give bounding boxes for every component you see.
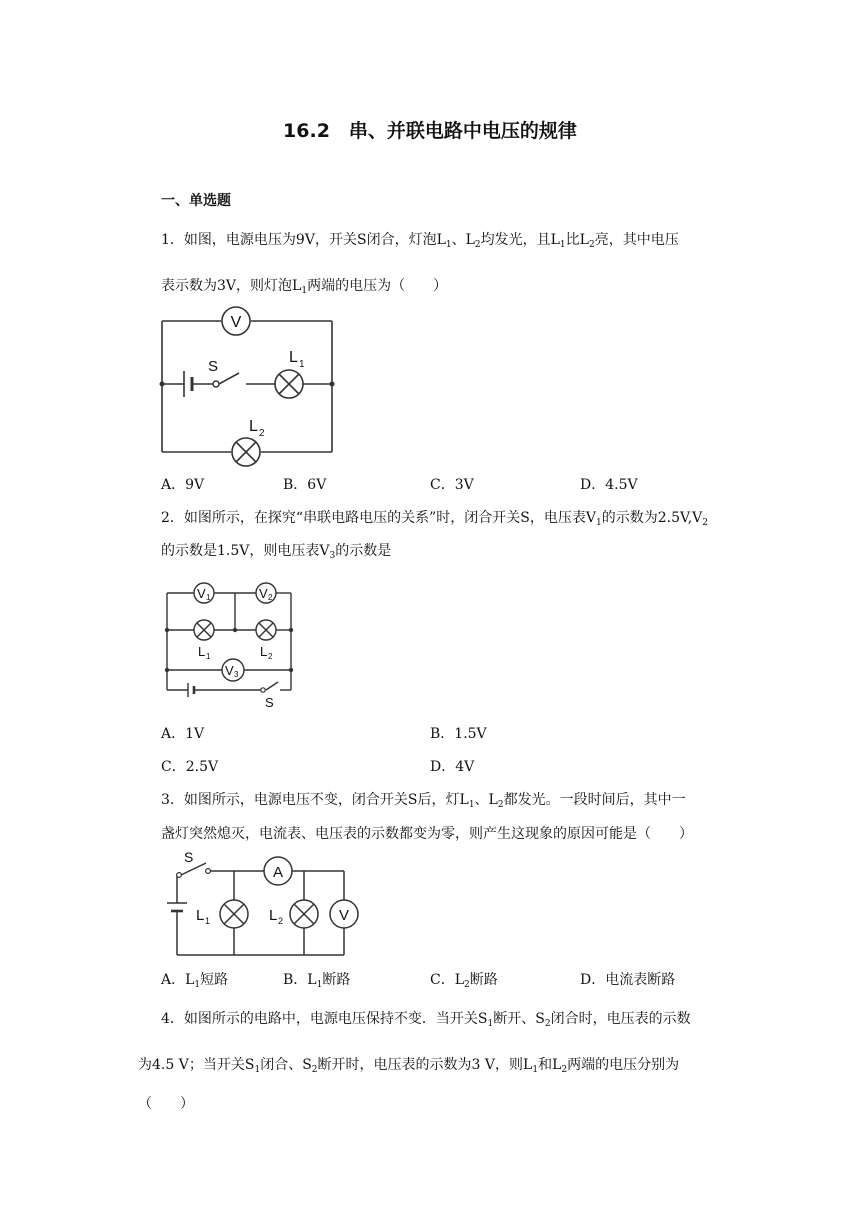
q2-v2-label: V: [259, 586, 268, 601]
q2-v2-subscript: 2: [268, 593, 273, 602]
q2-circuit-diagram: [155, 580, 305, 710]
q1-option-b[interactable]: B．6V: [283, 477, 327, 493]
q2-stem-line1: 2．如图所示，在探究“串联电路电压的关系”时，闭合开关S，电压表$V_1$的示数为$2.5V,V_2$: [161, 510, 708, 528]
q1-lamp1-subscript: 1: [299, 359, 305, 370]
q3-voltmeter-label: V: [338, 907, 350, 924]
q2-stem-line2: 的示数是1.5V，则电压表$V_3$的示数是: [161, 543, 392, 561]
q2-lamp2-subscript: 2: [268, 652, 273, 661]
q3-circuit-diagram: [160, 847, 370, 962]
q3-lamp2-subscript: 2: [278, 916, 284, 926]
q3-stem-line2: 盏灯突然熄灭，电流表、电压表的示数都变为零，则产生这现象的原因可能是（ ）: [161, 826, 693, 842]
q2-option-a[interactable]: A．1V: [161, 726, 205, 742]
q2-option-b[interactable]: B．1.5V: [430, 726, 487, 742]
q3-lamp2-label: L: [269, 907, 278, 924]
q3-option-c[interactable]: C．$L_2$断路: [430, 972, 498, 990]
q1-stem-line2: 表示数为3V，则灯泡$L_1$两端的电压为（ ）: [161, 278, 448, 296]
q2-v1-label: V: [197, 586, 206, 601]
q1-voltmeter-label: V: [230, 314, 242, 331]
q1-option-c[interactable]: C．3V: [430, 477, 474, 493]
q2-lamp1-label: L: [198, 644, 206, 659]
q3-stem-line1: 3．如图所示，电源电压不变，闭合开关S后，灯$L_1$、$L_2$都发光。一段时间后，其中一: [161, 792, 686, 810]
q4-stem-line2: 为4.5 V；当开关$S_1$闭合、$S_2$断开时，电压表的示数为3 V，则$L_1$和$L_2$两端的电压分别为: [138, 1057, 680, 1075]
q3-option-a[interactable]: A．$L_1$短路: [161, 972, 229, 990]
q1-switch-label: S: [207, 358, 219, 375]
q1-option-a[interactable]: A．9V: [161, 477, 205, 493]
q3-lamp1-subscript: 1: [205, 916, 211, 926]
q2-v3-label: V: [225, 663, 234, 678]
q2-lamp2-label: L: [260, 644, 268, 659]
q2-lamp1-subscript: 1: [206, 652, 211, 661]
q2-v3-subscript: 3: [234, 670, 239, 679]
q1-lamp1-label: L: [289, 349, 298, 366]
q3-switch-label: S: [184, 849, 194, 865]
q1-stem-line1: 1．如图，电源电压为9V，开关S闭合，灯泡$L_1$、$L_2$均发光，且$L_1$比$L_2$亮，其中电压: [161, 232, 679, 250]
q2-v1-subscript: 1: [206, 593, 211, 602]
q2-switch-label: S: [265, 695, 274, 710]
q2-option-d[interactable]: D．4V: [430, 759, 475, 775]
q3-option-d[interactable]: D．电流表断路: [580, 972, 676, 988]
q3-ammeter-label: A: [272, 864, 284, 881]
q1-option-d[interactable]: D．4.5V: [580, 477, 638, 493]
section-heading: 一、单选题: [161, 193, 231, 209]
q3-lamp1-label: L: [196, 907, 205, 924]
q1-circuit-diagram: [155, 305, 340, 470]
q1-lamp2-label: L: [249, 418, 258, 435]
q4-stem-line3: （ ）: [138, 1096, 194, 1112]
q3-option-b[interactable]: B．$L_1$断路: [283, 972, 351, 990]
q1-lamp2-subscript: 2: [259, 428, 265, 439]
page-title: 16.2 串、并联电路中电压的规律: [283, 120, 577, 142]
q2-option-c[interactable]: C．2.5V: [161, 759, 219, 775]
q4-stem-line1: 4．如图所示的电路中，电源电压保持不变．当开关$S_1$断开、$S_2$闭合时，电压表的示数: [161, 1011, 691, 1029]
